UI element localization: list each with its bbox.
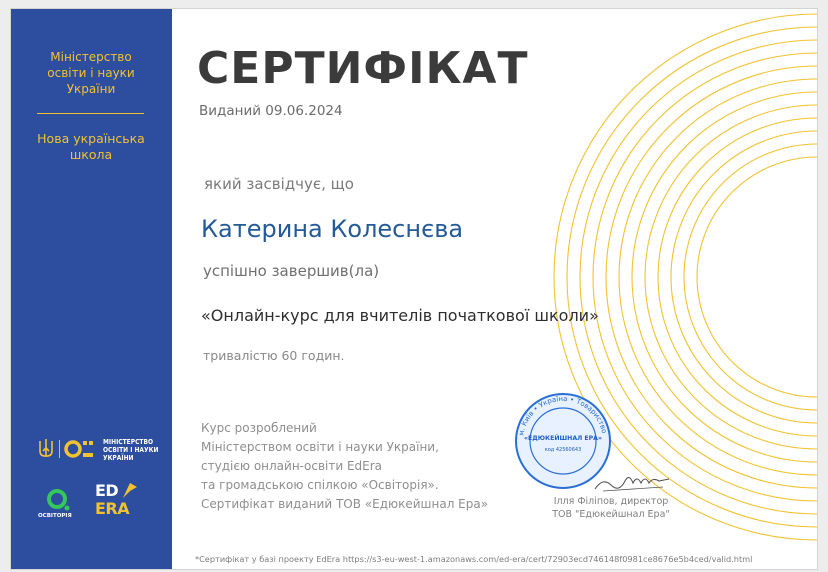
decorative-ring (658, 118, 817, 436)
edera-logo-era: ERA (95, 499, 130, 518)
decorative-ring (619, 79, 817, 475)
signer-info: Ілля Філіпов, директор ТОВ "Едюкейшнал Ера" (552, 496, 670, 520)
developer-info: Курс розроблений Міністерством освіти і науки України, студією онлайн-освіти EdEra та громадською спілкою «Освіторія». Сертифікат виданий ТОВ «Едюкейшнал Ера» (201, 421, 489, 511)
course-duration: тривалістю 60 годин. (203, 348, 345, 363)
certificate (10, 8, 818, 570)
nus-name: Нова українська школа (37, 131, 145, 162)
decorative-ring (671, 131, 817, 423)
decorative-ring (580, 40, 817, 514)
course-name: «Онлайн-курс для вчителів початкової школи» (201, 306, 599, 325)
osvitoria-logo-text: ОСВІТОРІЯ (38, 513, 72, 519)
verification-footnote: *Сертифікат у базі проекту EdEra https://s3-eu-west-1.amazonaws.com/ed-era/cert/72903ecd746148f0981ce8676e5b4ced/valid.html (195, 554, 753, 564)
recipient-name: Катерина Колеснєва (201, 215, 464, 243)
decorative-ring (606, 66, 817, 488)
stamp-ring-text: м. Київ • Україна • Товариство (517, 394, 609, 437)
ministry-logo-text: МІНІСТЕРСТВО ОСВІТИ І НАУКИ УКРАЇНИ (103, 438, 159, 462)
stamp-code-text: код 42560643 (544, 447, 582, 453)
completed-text: успішно завершив(ла) (203, 262, 380, 280)
issue-date: Виданий 09.06.2024 (199, 103, 343, 119)
decorative-ring (697, 157, 817, 397)
director-signature (593, 465, 673, 495)
ministry-name: Міністерство освіти і науки України (47, 50, 135, 96)
edera-logo-ed: ED (95, 481, 119, 500)
decorative-ring (593, 53, 817, 501)
certificate-title: СЕРТИФІКАТ (197, 43, 529, 94)
stamp-center-text: «ЕДЮКЕЙШНАЛ ЕРА» (524, 435, 602, 442)
certifies-text: який засвідчує, що (204, 175, 354, 193)
